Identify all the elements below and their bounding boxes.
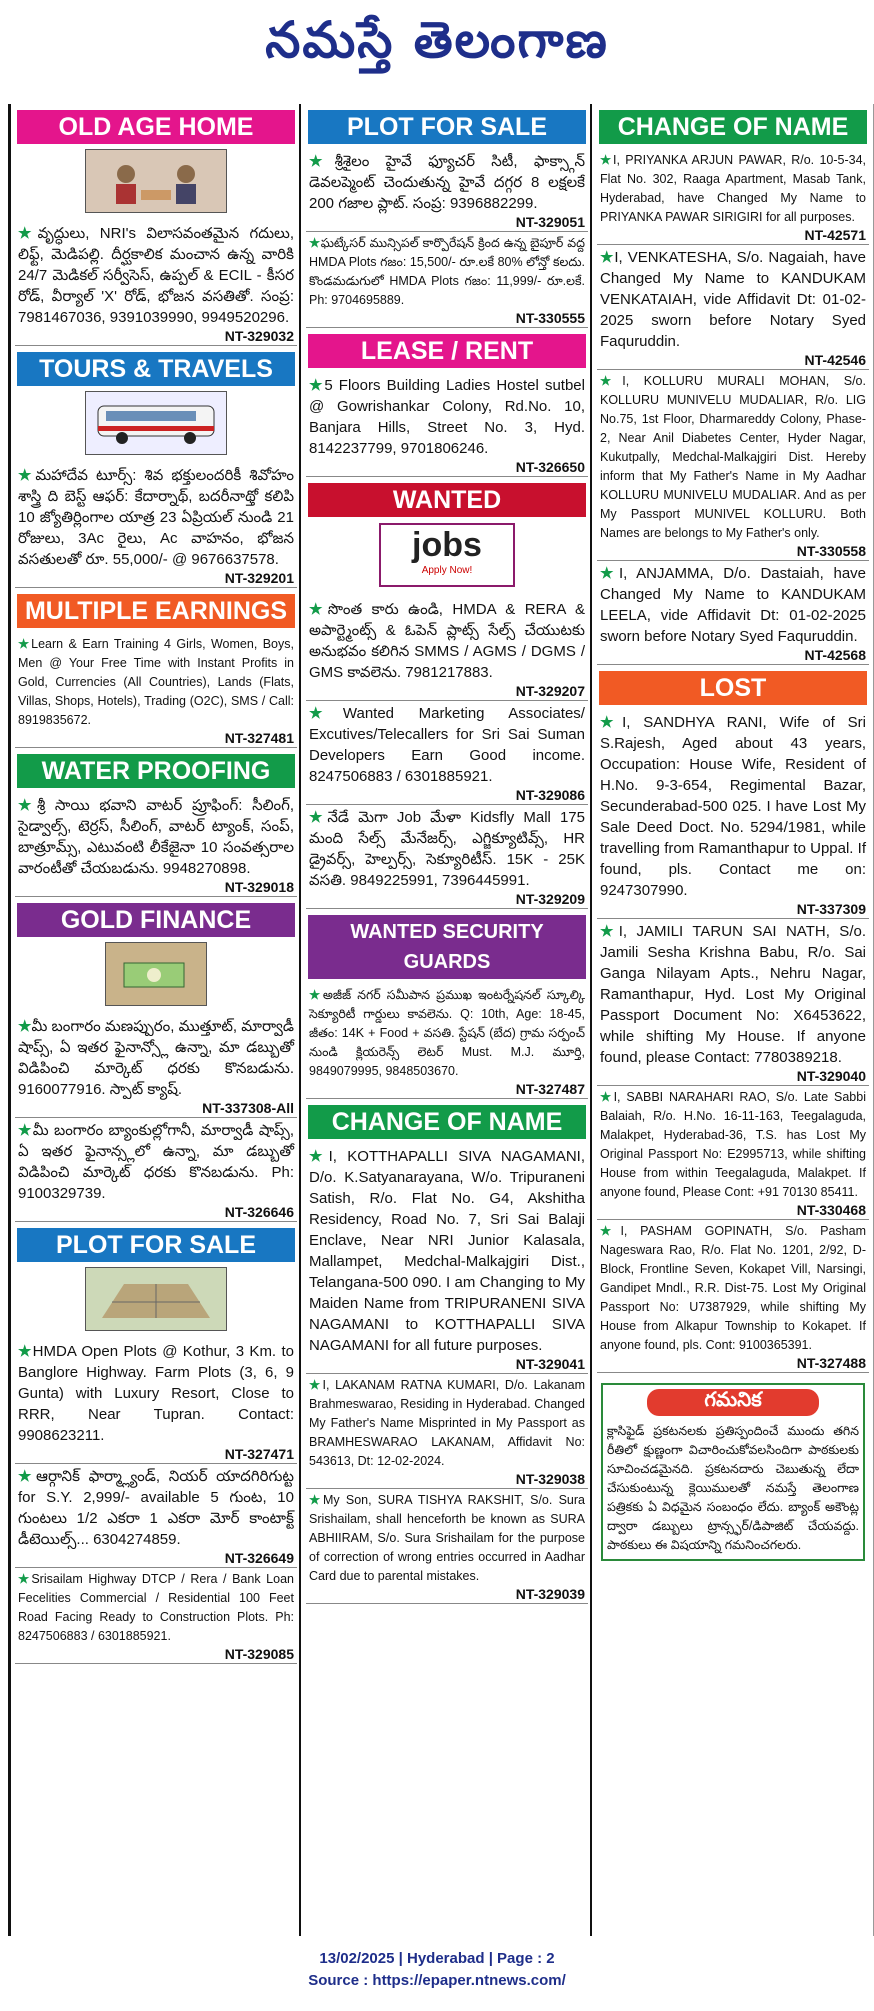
star-icon: ★ [309, 1378, 323, 1392]
ad-code: NT-327481 [224, 730, 294, 746]
ad-code: NT-42568 [804, 647, 866, 663]
water-proofing-ad [15, 793, 297, 897]
ad-code: NT-326650 [515, 459, 585, 475]
star-icon: ★ [600, 249, 615, 266]
ad-text: సొంత కారు ఉండి, HMDA & RERA & అపార్ట్మెంట్స్ & ఓపెన్ ప్లాట్స్ సేల్స్ చేయుటకు అనుభవం కలిగిన SMMS / AGMS / DGMS / GMS కావలెను. 7981217883. [309, 601, 586, 681]
lost-ad-3 [597, 1086, 869, 1220]
ad-code: NT-327488 [796, 1355, 866, 1371]
ad-text: I, ANJAMMA, D/o. Dastaiah, have Changed My Name to KANDUKAM LEELA, vide Affidavit Dt: 01-02-2025 sworn before Notary Syed Faquruddin. [600, 565, 867, 645]
change-of-name-ad-2 [597, 245, 869, 370]
ad-code: NT-329207 [515, 683, 585, 699]
wanted-ad-3 [306, 805, 588, 909]
column-1 [13, 104, 301, 1936]
star-icon: ★ [600, 374, 623, 388]
star-icon: ★ [309, 153, 335, 170]
change-of-name-ad-3 [597, 370, 869, 561]
star-icon: ★ [18, 1468, 36, 1485]
plot-ad-1 [306, 149, 588, 232]
ad-code: NT-326649 [224, 1550, 294, 1566]
star-icon: ★ [309, 1148, 329, 1165]
change-of-name-header: CHANGE OF NAME [599, 110, 867, 144]
wanted-ad-1 [306, 597, 588, 701]
page-footer [0, 1948, 874, 1992]
ad-code: NT-330555 [515, 310, 585, 326]
ad-text: I, SABBI NARAHARI RAO, S/o. Late Sabbi Balaiah, R/o. H.No. 16-11-163, Teegalaguda, Malakpet, Hyderabad-36, T.S. has Lost My Original Passport No: E2995713, while shifting House from within Teegalaguda, Malakpet. If anyone found, Please Cont: +91 70130 85411. [600, 1090, 866, 1199]
column-3 [595, 104, 871, 1936]
ad-code: NT-337309 [796, 901, 866, 917]
star-icon: ★ [309, 809, 328, 826]
star-icon: ★ [600, 714, 623, 731]
star-icon: ★ [309, 1493, 323, 1507]
ad-text: HMDA Open Plots @ Kothur, 3 Km. to Banglore Highway. Farm Plots (3, 6, 9 Gunta) with Luxury Resort, Close to RRR, Near Tupran. Contact: 9908623211. [18, 1343, 294, 1444]
ad-text: అజీజ్ నగర్ సమీపాన ప్రముఖ ఇంటర్నేషనల్ స్కూల్కి సెక్యూరిటీ గార్డులు కావలెను. Q: 10th, Age: 18-45, జీతం: 14K + Food + వసతి. స్టేషన్ (బేద) గ్రామ సర్పంచ్ నుండి క్లియరెన్స్ లెటర్ Must. M.J. మూర్తి, 9849079995, 9848503670. [309, 988, 585, 1078]
star-icon: ★ [18, 467, 36, 484]
ad-text: I, PASHAM GOPINATH, S/o. Pasham Nageswara Rao, R/o. Flat No. 1201, 2/92, D-Block, Frontline Seven, Kokapet Vill, Narsingi, Gandipet Mndl., R.R. Dist-75. Lost My Original Passport No: U7387929, while shifting My House from Alkapur Township to Kokapet. If anyone found, pls. Cont: 9100365391. [600, 1224, 866, 1352]
star-icon: ★ [600, 1224, 621, 1238]
ad-code: NT-330468 [796, 1202, 866, 1218]
plot-for-sale-header: PLOT FOR SALE [17, 1228, 295, 1262]
notice-header: గమనిక [647, 1389, 819, 1416]
star-icon: ★ [18, 1343, 33, 1360]
column-2 [304, 104, 592, 1936]
plot-ad-1 [15, 1339, 297, 1464]
newspaper-title: నమస్తే తెలంగాణ [265, 10, 609, 69]
plot-layout-photo [85, 1267, 227, 1331]
star-icon: ★ [18, 225, 38, 242]
jobs-logo-word: jobs [412, 526, 482, 564]
ad-text: I, LAKANAM RATNA KUMARI, D/o. Lakanam Brahmeswarao, Residing in Hyderabad. Changed My Father's Name Misprinted in My Passport as BRAMHESWARAO LAKANAM, Affidavit No: 543613, Dt: 12-02-2024. [309, 1378, 585, 1468]
source-link[interactable]: Source : https://epaper.ntnews.com/ [308, 1972, 566, 1989]
ad-text: 5 Floors Building Ladies Hostel sutbel @ Gowrishankar Colony, Rd.No. 10, Banjara Hills, Street No. 3, Hyd. 8142237799, 9701806246. [309, 377, 585, 457]
change-of-name-ad-3 [306, 1489, 588, 1604]
star-icon: ★ [309, 601, 328, 618]
gold-cash-photo [105, 942, 207, 1006]
cash-icon [116, 949, 196, 999]
ad-text: నేడే మెగా Job మేళా Kidsfly Mall 175 మంది సేల్స్ మేనేజర్స్, ఎగ్జిక్యూటివ్స్, HR డ్రైవర్స్, హెల్పర్స్, సెక్యూరిటీస్. 15K - 25K వసతి. 9849225991, 7396445991. [309, 809, 585, 889]
star-icon: ★ [309, 705, 343, 722]
ad-code: NT-329209 [515, 891, 585, 907]
ad-text: మీ బంగారం బ్యాంకుల్లోగానీ, మార్వాడీ షాప్స్, ఏ ఇతర ఫైనాన్స్లలో ఉన్నా, మా డబ్బుతో విడిపించి మార్కెట్ ధరకు కొనబడును. Ph: 9100329739. [18, 1122, 294, 1202]
star-icon: ★ [18, 797, 37, 814]
land-plots-icon [92, 1274, 220, 1324]
ad-text: శ్రీశైలం హైవే ఫ్యూచర్ సిటీ, ఫాక్స్గాన్ డెవలప్మెంట్ చెందుతున్న హైవే దగ్గర 8 లక్షలకే 200 గజాల ప్లాట్. సంప్ర: 9396882299. [309, 153, 585, 212]
tours-travels-header: TOURS & TRAVELS [17, 352, 295, 386]
ad-code: NT-337308-All [202, 1100, 294, 1116]
notice-text: క్లాసిఫైడ్ ప్రకటనలకు ప్రతిస్పందించే ముందు తగిన రీతిలో క్షుణ్ణంగా విచారించుకోవలసిందిగా పాఠకులకు సూచించడమైనది. ప్రకటనదారు చెబుతున్న లేదా చేసుకుంటున్న క్లెయిములతో నమస్తే తెలంగాణ పత్రికకు ఏ విధమైన సంబంధం లేదు. బ్యాంక్ అకౌంట్ల ద్వారా డబ్బులు ట్రాన్స్ఫర్/డిపాజిట్ చేయవద్దు. పాఠకులు ఈ విషయాన్ని గమనించగలరు. [607, 1424, 859, 1552]
change-of-name-ad-1 [306, 1144, 588, 1374]
lost-header: LOST [599, 671, 867, 705]
ad-text: I, KOLLURU MURALI MOHAN, S/o. KOLLURU MUNIVELU MUDALIAR, R/o. LIG No.75, 1st Floor, Dharmareddy Colony, Phase-2, Near Anil Diabetes Center, Hyder Nagar, Kukutpally, Medchal-Malkajgiri Dist. Hereby inform that My Father's Name in My Aadhar KOLLURU MUNIVELU MUDALIAR. And as per My Passport MUNIVEL KOLLURU. Both Names are belongs to My Father's only. [600, 374, 866, 540]
lost-ad-2 [597, 919, 869, 1086]
ad-text: ఆర్గానిక్ ఫార్మ్ల్యాండ్, నియర్ యాదగిరిగుట్ట for S.Y. 2,999/- available 5 గుంట, 10 గుంటలు 1/2 ఎకరా 1 ఎకరా మోర్ కాంటాక్ట్ డీటెయిల్స్... 6304274859. [18, 1468, 295, 1548]
tours-ad [15, 463, 297, 588]
ad-text: Srisailam Highway DTCP / Rera / Bank Loan Fecelities Commercial / Residential 100 Feet Road Facing Ready to Construction Plots. Ph: 8247506883 / 6301885921. [18, 1572, 294, 1643]
ad-text: మహాదేవ టూర్స్: శివ భక్తులందరికీ శివోహం శాస్త్రి ది బెస్ట్ ఆఫర్: కేదార్నాథ్, బదరీనాథ్తో కలిపి 10 జ్యోతిర్లింగాల యాత్ర 23 ఏప్రియల్ నుండి 21 రోజులు, 3Ac రైలు, Ac వాహనం, భోజన వసతులతో రూ. 55,000/- @ 9676637578. [18, 467, 294, 568]
elderly-people-icon [96, 156, 216, 206]
change-of-name-ad-4 [597, 561, 869, 665]
ad-code: NT-42546 [804, 352, 866, 368]
ad-code: NT-329201 [224, 570, 294, 586]
ad-text: I, JAMILI TARUN SAI NATH, S/o. Jamili Sesha Krishna Babu, R/o. Sai Ganga Nilayam Apts., Nehru Nagar, Ramanthapur, Hyd. Lost My Original Passport Document No: X6453622, while shifting My House. If anyone found, please Contact: 7780389218. [600, 923, 866, 1066]
ad-code: NT-329051 [515, 214, 585, 230]
wanted-header: WANTED [308, 483, 586, 517]
lost-ad-1 [597, 710, 869, 919]
ad-text: I, KOTTHAPALLI SIVA NAGAMANI, D/o. K.Satyanarayana, W/o. Tripuraneni Satish, R/o. Flat No. G4, Akshitha Residency, Road No. 7, Sri Sai Balaji Enclave, Near NRI Junior Kalasala, Mallampet, Medchal-Malkajgiri Dist., Telangana-500 090. I am Changing to My Maiden Name from TRIPURANENI SIVA NAGAMANI to KOTTHAPALLI SIVA NAGAMANI for all future purposes. [309, 1148, 585, 1354]
ad-text: I, SANDHYA RANI, Wife of Sri S.Rajesh, Aged about 43 years, Occupation: House Wife, Resident of H.No. 9-3-654, Regimental Bazar, Secunderabad-500 025. I have Lost My Sale Deed Doct. No. 5294/1981, while travelling from Ramanthapur to Uppal. If found, pls. Contact me on: 9247307990. [600, 714, 866, 899]
ad-code: NT-329086 [515, 787, 585, 803]
bus-photo [85, 391, 227, 455]
ad-code: NT-329018 [224, 879, 294, 895]
ad-code: NT-327471 [224, 1446, 294, 1462]
ad-code: NT-326646 [224, 1204, 294, 1220]
ad-text: శ్రీ సాయి భవాని వాటర్ ప్రూఫింగ్: సీలింగ్, సైడ్వాల్స్, టెర్రస్, సీలింగ్, వాటర్ ట్యాంక్, సంప్, బాత్రూమ్స్, ఎటువంటి లీకేజైనా 10 సంవత్సరాల వారంటీతో చేయబడును. 9948270898. [18, 797, 294, 877]
star-icon: ★ [600, 153, 614, 167]
ad-code: NT-42571 [804, 227, 866, 243]
ad-code: NT-329038 [515, 1471, 585, 1487]
star-icon: ★ [309, 236, 321, 250]
ad-code: NT-329032 [224, 328, 294, 344]
plot-for-sale-header: PLOT FOR SALE [308, 110, 586, 144]
ad-text: Wanted Marketing Associates/ Excutives/Telecallers for Sri Sai Suman Developers Earn Good income. 8247506883 / 6301885921. [309, 705, 585, 785]
lease-rent-ad [306, 373, 588, 477]
jobs-logo-tag: Apply Now! [421, 565, 473, 576]
star-icon: ★ [18, 1018, 32, 1035]
multiple-earnings-header: MULTIPLE EARNINGS [17, 594, 295, 628]
bus-icon [92, 398, 220, 448]
ad-text: మీ బంగారం మణప్పురం, ముత్తూట్, మార్వాడీ షాప్స్, ఏ ఇతర ఫైనాన్స్లో ఉన్నా, మా డబ్బుతో విడిపించి మార్కెట్ ధరకు కొనబడును. 9160077916. స్పాట్ క్యాష్. [18, 1018, 294, 1098]
star-icon: ★ [18, 1122, 33, 1139]
ad-text: I, PRIYANKA ARJUN PAWAR, R/o. 10-5-34, Flat No. 302, Raaga Apartment, Masab Tank, Hyderabad, have Changed My Name to PRIYANKA PAWAR SIRIGIRI for all purposes. [600, 153, 866, 224]
star-icon: ★ [600, 1090, 614, 1104]
ad-text: Learn & Earn Training 4 Girls, Women, Boys, Men @ Your Free Time with Instant Profits in Gold, Currencies (All Countries), Lands (Flats, Villas, Shops, Hotels), Trading (O2C), SMS / Call: 8919835672. [18, 637, 294, 727]
ad-code: NT-330558 [796, 543, 866, 559]
star-icon: ★ [18, 637, 32, 651]
change-of-name-ad-2 [306, 1374, 588, 1489]
change-of-name-ad-1 [597, 149, 869, 245]
edition-info: 13/02/2025 | Hyderabad | Page : 2 [319, 1950, 555, 1967]
ad-code: NT-329041 [515, 1356, 585, 1372]
old-age-home-header: OLD AGE HOME [17, 110, 295, 144]
multiple-earnings-ad [15, 633, 297, 748]
wanted-ad-2 [306, 701, 588, 805]
ad-code: NT-329085 [224, 1646, 294, 1662]
star-icon: ★ [309, 988, 323, 1002]
masthead [0, 0, 874, 88]
lease-rent-header: LEASE / RENT [308, 334, 586, 368]
ad-code: NT-327487 [515, 1081, 585, 1097]
ad-code: NT-329040 [796, 1068, 866, 1084]
gold-finance-ad-1 [15, 1014, 297, 1118]
water-proofing-header: WATER PROOFING [17, 754, 295, 788]
plot-ad-3 [15, 1568, 297, 1664]
ad-text: ఘట్కేసర్ మున్సిపల్ కార్పొరేషన్ క్రింద ఉన్న బైపూర్ వద్ద HMDA Plots గజం: 15,500/- రూ.లకే 80% లోన్తో కలదు. కొండమడుగులో HMDA Plots గజం: 11,999/- రూ.లకే. Ph: 9704695889. [309, 236, 585, 307]
ad-code: NT-329039 [515, 1586, 585, 1602]
ad-text: My Son, SURA TISHYA RAKSHIT, S/o. Sura Srishailam, shall henceforth be known as SURA ABHIIRAM, S/o. Sura Srishailam for the purpose of correction of wrong entries occurred in Aadhar Card due to parental mistakes. [309, 1493, 585, 1583]
plot-ad-2 [306, 232, 588, 328]
notice-box [601, 1383, 865, 1561]
star-icon: ★ [309, 377, 325, 394]
security-guards-ad [306, 984, 588, 1099]
jobs-logo [379, 523, 515, 587]
classifieds-frame [8, 104, 874, 1936]
ad-text: I, VENKATESHA, S/o. Nagaiah, have Changed My Name to KANDUKAM VENKATAIAH, vide Affidavit Dt: 01-02-2025 sworn before Notary Syed Faquruddin. [600, 249, 866, 350]
lost-ad-4 [597, 1220, 869, 1373]
old-age-photo [85, 149, 227, 213]
old-age-ad [15, 221, 297, 346]
gold-finance-ad-2 [15, 1118, 297, 1222]
plot-ad-2 [15, 1464, 297, 1568]
security-guards-header: WANTED SECURITY GUARDS [308, 915, 586, 979]
ad-text: వృద్ధులు, NRI's విలాసవంతమైన గదులు, లిఫ్ట్, మెడిపల్లి. దీర్ఘకాలిక మంచాన ఉన్న వారికి 24/7 మెడికల్ సర్వీసెస్, ఉప్పల్ & ECIL - కీసర రోడ్, వీర్యాల్ 'X' రోడ్, భోజన వసతితో. సంప్ర: 7981467036, 9391039990, 9949520296. [18, 225, 294, 326]
gold-finance-header: GOLD FINANCE [17, 903, 295, 937]
star-icon: ★ [600, 923, 619, 940]
star-icon: ★ [18, 1572, 32, 1586]
change-of-name-header: CHANGE OF NAME [308, 1105, 586, 1139]
star-icon: ★ [600, 565, 619, 582]
